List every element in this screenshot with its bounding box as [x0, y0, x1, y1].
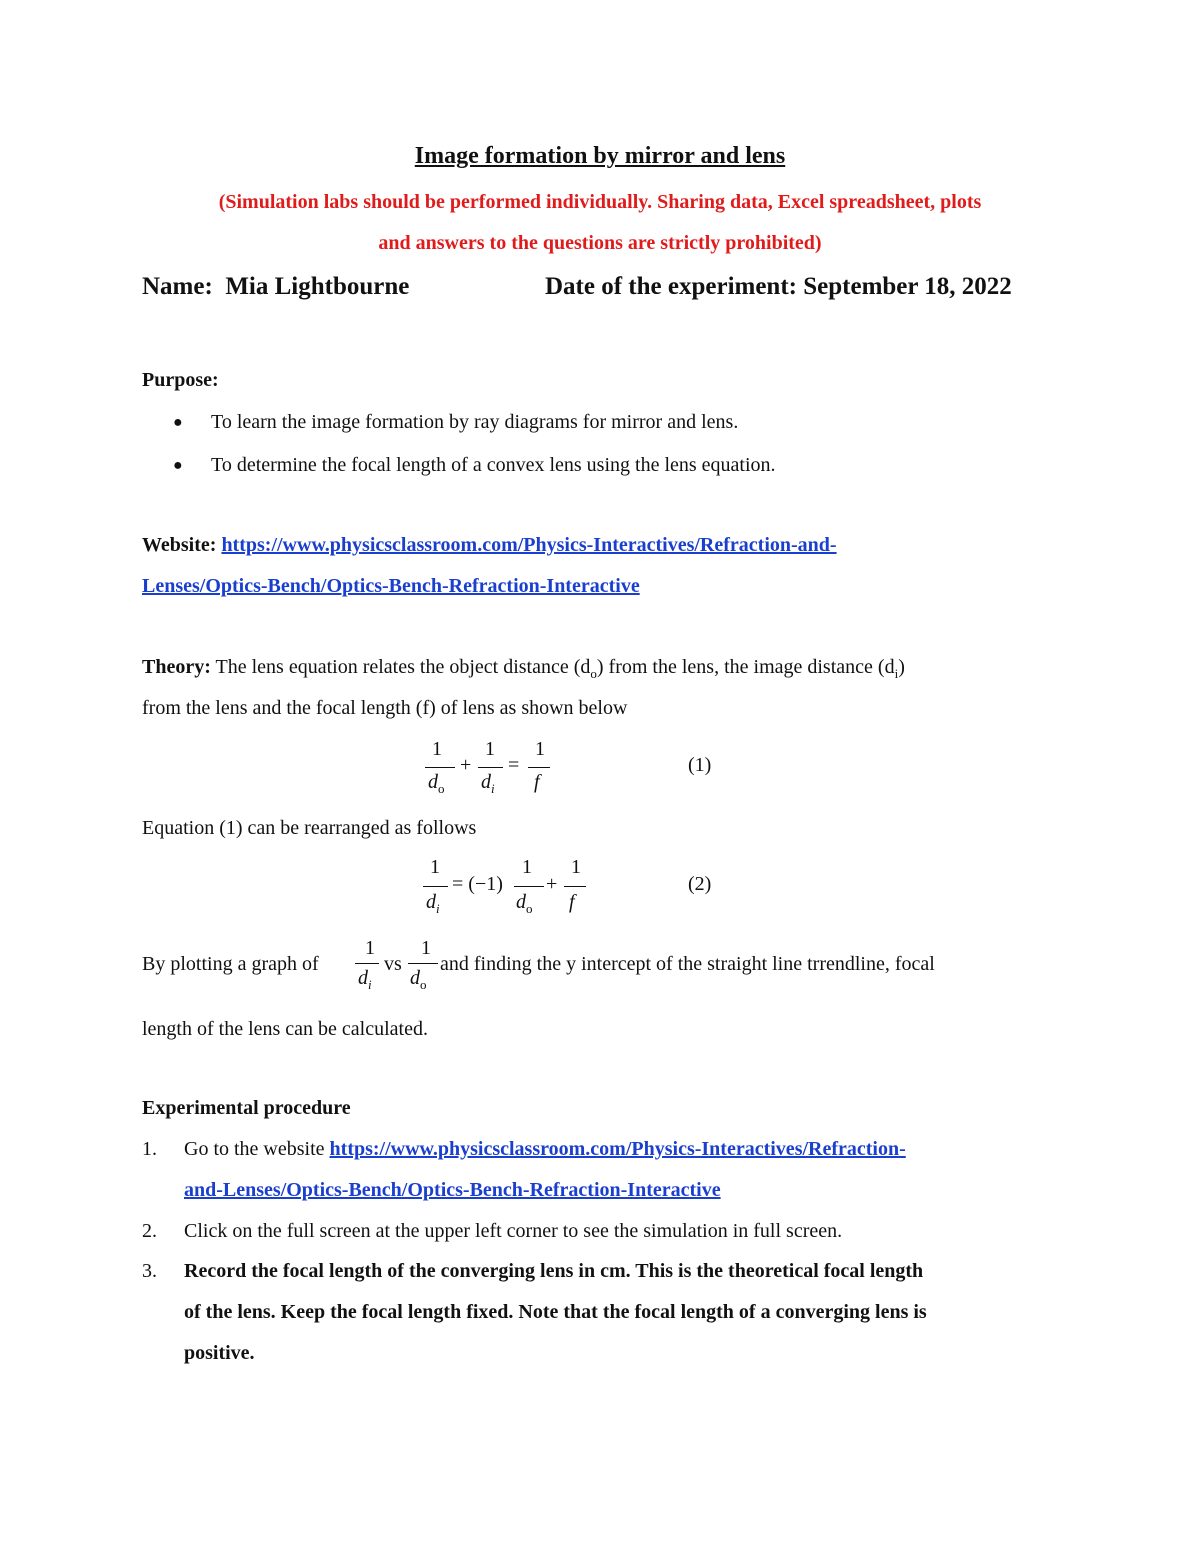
step-1: Go to the website https://www.physicsclassroom.com/Physics-Interactives/Refraction-: [184, 1138, 906, 1160]
website-link-continued[interactable]: Lenses/Optics-Bench/Optics-Bench-Refraction-Interactive: [142, 575, 640, 597]
warning-line-2: and answers to the questions are strictly prohibited): [378, 232, 822, 254]
name-label: Name:: [142, 273, 213, 300]
step-3-number: 3.: [142, 1260, 157, 1282]
theory-label: Theory:: [142, 656, 211, 678]
step-1-number: 1.: [142, 1138, 157, 1160]
name-field: [142, 273, 409, 301]
step-2: Click on the full screen at the upper left corner to see the simulation in full screen.: [184, 1220, 843, 1242]
website-line-2: [142, 575, 640, 598]
date-label: Date of the experiment:: [545, 273, 797, 300]
plot-sentence-end: length of the lens can be calculated.: [142, 1018, 428, 1040]
date-value: September 18, 2022: [803, 273, 1012, 300]
theory-line-2: from the lens and the focal length (f) of lens as shown below: [142, 697, 628, 719]
purpose-heading: Purpose:: [142, 369, 219, 391]
purpose-item-1: To learn the image formation by ray diagrams for mirror and lens.: [211, 411, 739, 433]
warning-line-1: (Simulation labs should be performed individually. Sharing data, Excel spreadsheet, plots: [218, 191, 982, 213]
step-3-line-3: positive.: [184, 1342, 255, 1364]
website-label: Website:: [142, 534, 217, 556]
purpose-item: [173, 410, 183, 433]
step-1-link-line-2: [184, 1179, 721, 1202]
website-line-1: [142, 534, 837, 557]
name-value: Mia Lightbourne: [225, 273, 410, 300]
equation-2-number: (2): [688, 873, 712, 895]
purpose-item: [173, 453, 183, 476]
theory-line-1: Theory: The lens equation relates the object distance $(d_o)$ from the lens, the image distance $(d_i)$: [142, 656, 905, 681]
equation-1-number: (1): [688, 754, 712, 776]
bullet-icon: ●: [173, 457, 183, 474]
bullet-icon: ●: [173, 414, 183, 431]
document-title: Image formation by mirror and lens: [414, 143, 786, 169]
website-link[interactable]: https://www.physicsclassroom.com/Physics-Interactives/Refraction-and-: [221, 534, 837, 556]
step-3-line-1: Record the focal length of the converging lens in cm. This is the theoretical focal length: [184, 1260, 924, 1282]
date-field: [545, 273, 1012, 301]
step-1-link[interactable]: https://www.physicsclassroom.com/Physics-Interactives/Refraction-: [329, 1138, 906, 1160]
procedure-heading: Experimental procedure: [142, 1097, 351, 1119]
step-1-link-continued[interactable]: and-Lenses/Optics-Bench/Optics-Bench-Refraction-Interactive: [184, 1179, 721, 1201]
step-2-number: 2.: [142, 1220, 157, 1242]
equation-intro: Equation (1) can be rearranged as follows: [142, 817, 477, 839]
purpose-item-2: To determine the focal length of a convex lens using the lens equation.: [211, 454, 776, 476]
step-3-line-2: of the lens. Keep the focal length fixed. Note that the focal length of a converging lens is: [184, 1301, 927, 1323]
